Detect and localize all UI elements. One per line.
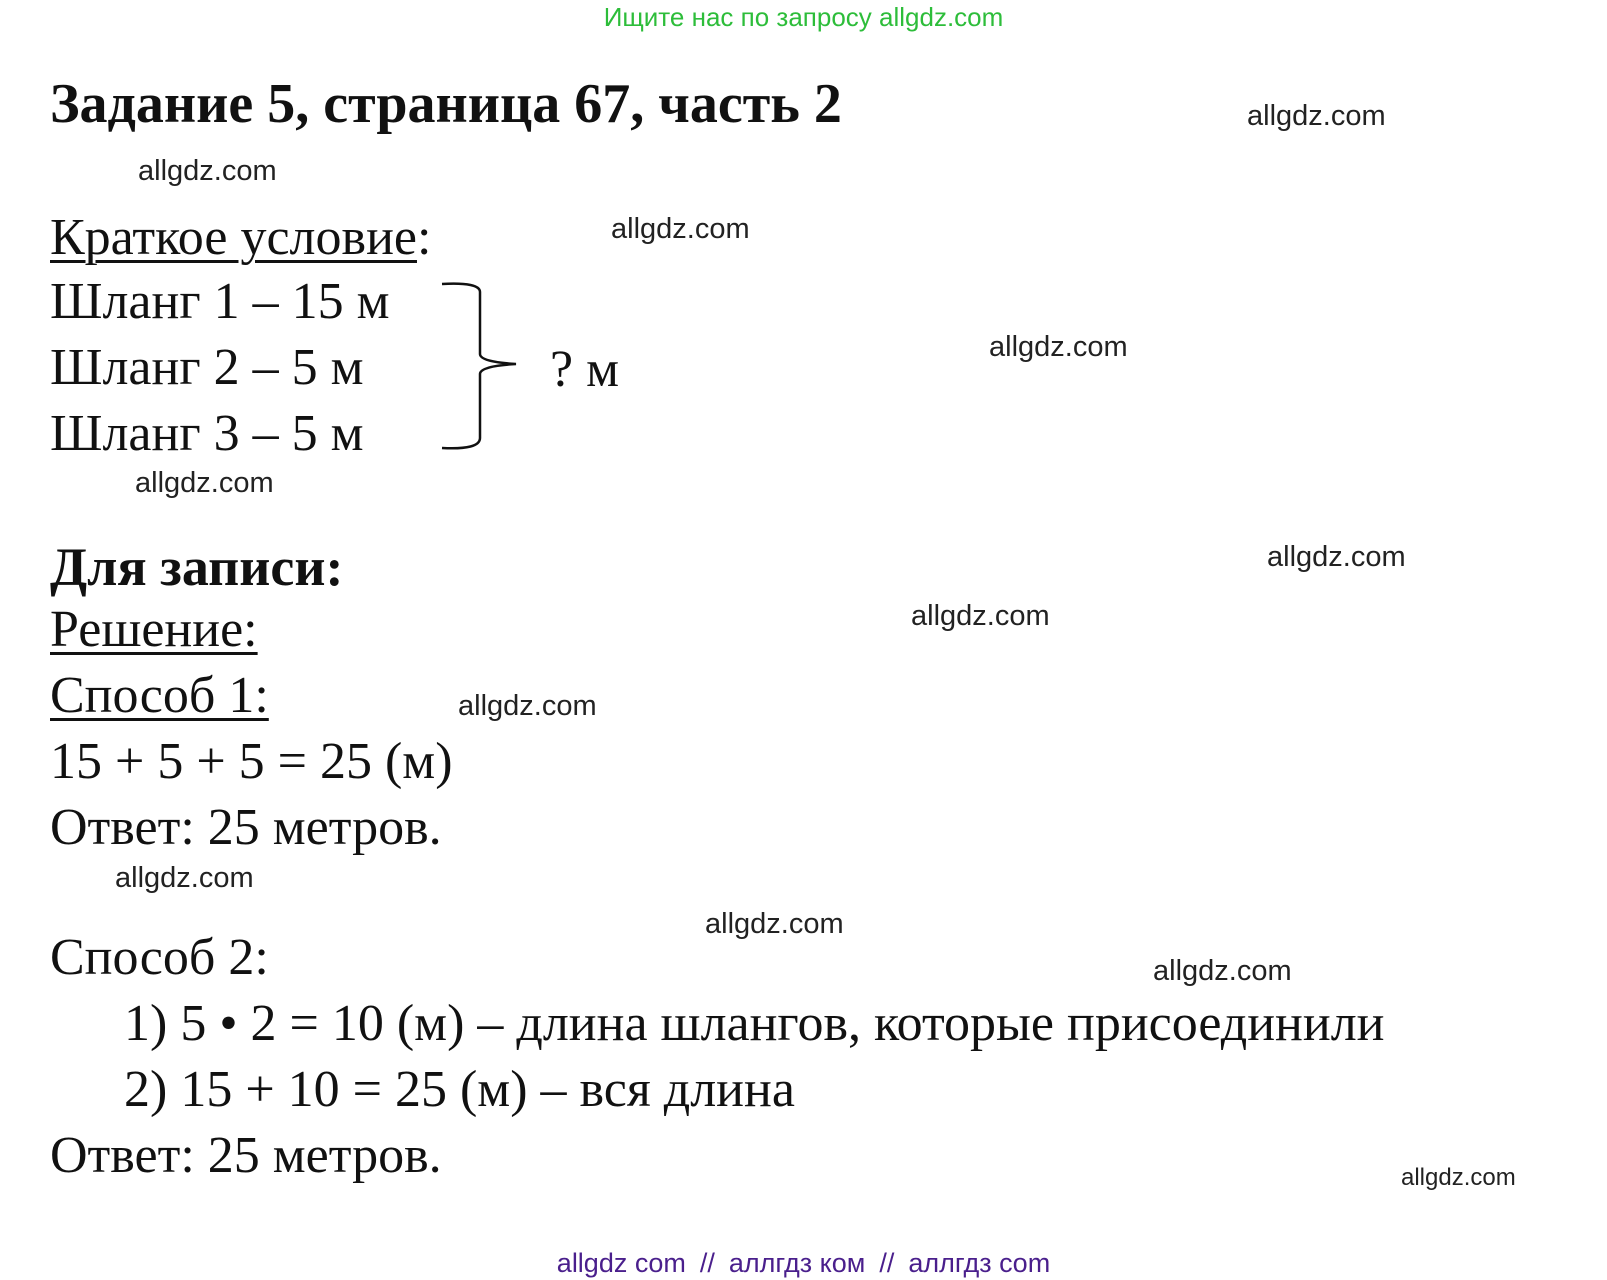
condition-heading-colon: :	[416, 209, 432, 266]
method2-step-2: 2) 15 + 10 = 25 (м) – вся длина	[124, 1061, 795, 1118]
watermark: allgdz.com	[1401, 1164, 1516, 1191]
bottom-banner-item-3: аллгдз com	[908, 1248, 1051, 1278]
watermark: allgdz.com	[1153, 955, 1292, 987]
watermark: allgdz.com	[135, 467, 274, 499]
method1-equation: 15 + 5 + 5 = 25 (м)	[50, 733, 453, 790]
method2-answer: Ответ: 25 метров.	[50, 1127, 442, 1184]
method1-answer: Ответ: 25 метров.	[50, 799, 442, 856]
watermark: allgdz.com	[705, 908, 844, 940]
watermark: allgdz.com	[115, 862, 254, 894]
condition-question: ? м	[550, 341, 619, 398]
bottom-banner	[0, 1248, 1607, 1279]
watermark: allgdz.com	[989, 331, 1128, 363]
page-title: Задание 5, страница 67, часть 2	[50, 73, 842, 135]
watermark: allgdz.com	[458, 690, 597, 722]
condition-line-2: Шланг 2 – 5 м	[50, 339, 364, 396]
method2-label: Способ 2:	[50, 929, 269, 986]
method2-step-1: 1) 5 • 2 = 10 (м) – длина шлангов, которые присоединили	[124, 995, 1385, 1052]
watermark: allgdz.com	[611, 213, 750, 245]
condition-heading: Краткое условие	[50, 209, 417, 266]
bottom-banner-separator: //	[879, 1248, 895, 1278]
solution-label: Решение:	[50, 601, 258, 658]
top-banner: Ищите нас по запросу allgdz.com	[603, 2, 1004, 32]
brace-icon	[440, 282, 530, 454]
watermark: allgdz.com	[1247, 100, 1386, 132]
bottom-banner-item-2: аллгдз ком	[728, 1248, 866, 1278]
bottom-banner-separator: //	[699, 1248, 715, 1278]
condition-line-1: Шланг 1 – 15 м	[50, 273, 390, 330]
watermark: allgdz.com	[138, 155, 277, 187]
watermark: allgdz.com	[1267, 541, 1406, 573]
watermark: allgdz.com	[911, 600, 1050, 632]
solution-label-line	[50, 601, 258, 658]
method1-label-line	[50, 667, 269, 724]
method1-label: Способ 1:	[50, 667, 269, 724]
record-heading: Для записи:	[50, 537, 344, 597]
condition-heading-line	[50, 209, 432, 266]
condition-line-3: Шланг 3 – 5 м	[50, 405, 364, 462]
bottom-banner-item-1: allgdz com	[556, 1248, 686, 1278]
